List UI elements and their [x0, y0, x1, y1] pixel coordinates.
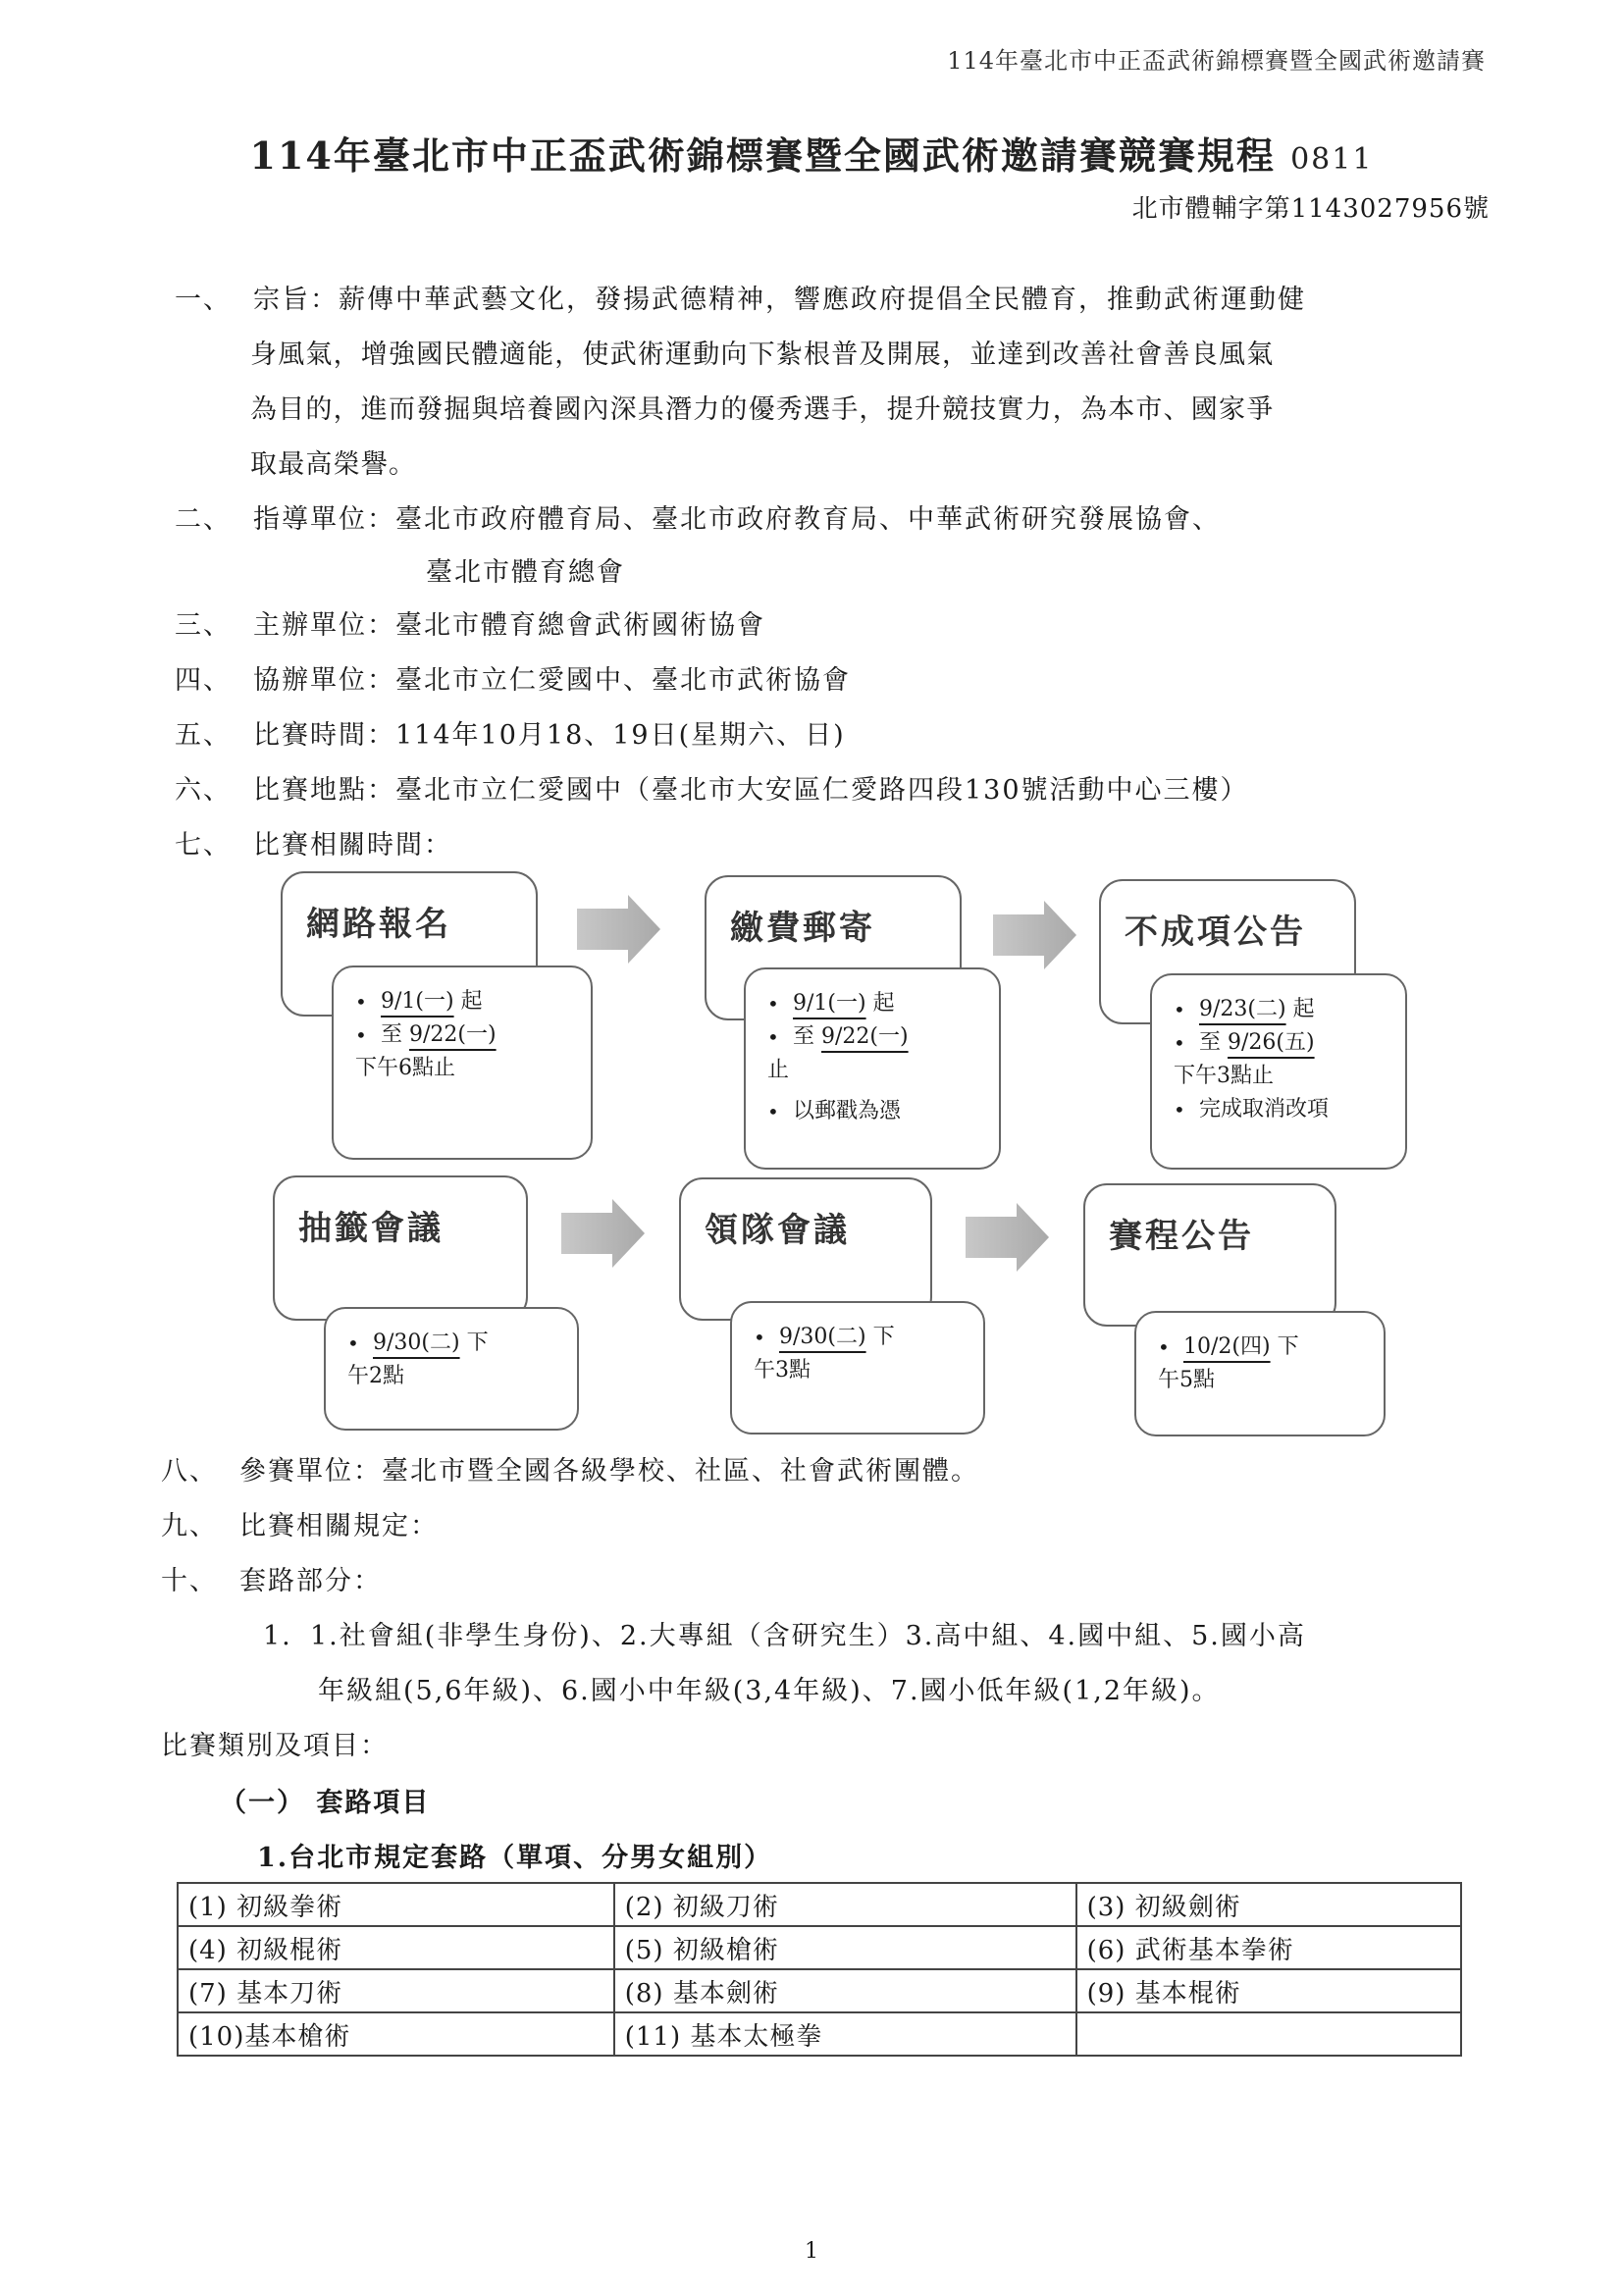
table-row	[178, 2012, 1461, 2056]
step-details	[744, 967, 1001, 1170]
detail-date: 9/30(二)	[779, 1325, 866, 1349]
section-number: 九、	[161, 1511, 218, 1541]
section-1-continuation	[250, 328, 1477, 493]
detail-continuation: 午3點	[754, 1358, 811, 1383]
detail-date: 9/22(一)	[821, 1024, 909, 1049]
step-details	[730, 1301, 985, 1435]
step-details	[324, 1307, 579, 1431]
page-number: 1	[805, 2239, 818, 2264]
section-6	[175, 763, 1249, 818]
arrow-right-icon	[993, 901, 1076, 969]
section-label: 指導單位：	[253, 504, 395, 535]
section-text: 臺北市暨全國各級學校、社區、社會武術團體。	[382, 1456, 979, 1487]
table-cell: (2) 初級刀術	[614, 1883, 1076, 1926]
detail-prefix: 至	[381, 1022, 403, 1047]
detail-date: 9/23(二)	[1199, 997, 1286, 1021]
text-line: 為目的，進而發掘與培養國內深具潛力的優秀選手，提升競技實力，為本市、國家爭	[250, 394, 1275, 425]
list-number: 1.	[263, 1621, 292, 1651]
detail-item	[767, 1020, 981, 1054]
arrow-right-icon	[561, 1199, 645, 1268]
section-text: 臺北市立仁愛國中（臺北市大安區仁愛路四段130號活動中心三樓）	[395, 775, 1249, 806]
section-label: 協辦單位：	[253, 665, 395, 696]
detail-date: 10/2(四)	[1183, 1334, 1271, 1359]
detail-item	[355, 985, 573, 1018]
step-title: 不成項公告	[1125, 913, 1306, 952]
section-text: 114年10月18、19日(星期六、日)	[395, 720, 846, 751]
detail-continuation: 午5點	[1158, 1368, 1215, 1392]
detail-suffix: 下	[872, 1325, 895, 1349]
document-number: 北市體輔字第1143027956號	[1131, 194, 1490, 224]
detail-suffix: 下	[466, 1331, 489, 1355]
detail-item	[355, 1018, 573, 1052]
running-header: 114年臺北市中正盃武術錦標賽暨全國武術邀請賽	[947, 47, 1486, 75]
detail-continuation: 下午6點止	[355, 1056, 455, 1080]
detail-item	[347, 1327, 559, 1360]
detail-date: 9/30(二)	[373, 1331, 460, 1355]
categories-label: 比賽類別及項目：	[161, 1731, 389, 1761]
section-7	[175, 818, 452, 873]
routine-items-table	[177, 1882, 1462, 2057]
section-2-continuation: 臺北市體育總會	[426, 557, 625, 588]
section-label: 主辦單位：	[253, 610, 395, 641]
section-2	[175, 493, 1221, 548]
detail-item	[754, 1321, 966, 1354]
table-cell: (10)基本槍術	[178, 2012, 614, 2056]
section-number: 四、	[175, 665, 232, 696]
section-9	[161, 1499, 439, 1554]
detail-date: 9/22(一)	[409, 1022, 497, 1047]
detail-item	[1158, 1331, 1366, 1364]
section-number: 六、	[175, 775, 232, 806]
step-title: 抽籤會議	[298, 1209, 444, 1248]
section-1	[175, 273, 1306, 328]
table-cell: (1) 初級拳術	[178, 1883, 614, 1926]
table-cell: (11) 基本太極拳	[614, 2012, 1076, 2056]
groups-line-2: 年級組(5,6年級)、6.國小中年級(3,4年級)、7.國小低年級(1,2年級)。	[318, 1676, 1221, 1706]
detail-suffix: 起	[872, 991, 895, 1016]
title-text: 114年臺北市中正盃武術錦標賽暨全國武術邀請賽競賽規程	[249, 133, 1276, 178]
section-3	[175, 599, 765, 653]
table-cell: (4) 初級棍術	[178, 1926, 614, 1969]
section-8	[161, 1444, 979, 1499]
section-text: 臺北市政府體育局、臺北市政府教育局、中華武術研究發展協會、	[395, 504, 1221, 535]
section-label: 比賽時間：	[253, 720, 395, 751]
arrow-right-icon	[577, 895, 660, 964]
detail-prefix: 至	[1199, 1030, 1222, 1055]
table-cell: (8) 基本劍術	[614, 1969, 1076, 2012]
detail-prefix: 至	[793, 1024, 815, 1049]
section-number: 二、	[175, 504, 232, 535]
version-label: 0811	[1290, 142, 1374, 177]
text-line: 取最高榮譽。	[250, 449, 417, 480]
section-number: 十、	[161, 1566, 218, 1596]
groups-text: 1.社會組(非學生身份)、2.大專組（含研究生）3.高中組、4.國中組、5.國小高	[310, 1621, 1306, 1651]
step-title: 網路報名	[306, 905, 451, 944]
section-text: 臺北市立仁愛國中、臺北市武術協會	[395, 665, 851, 696]
subsection-heading: （一） 套路項目	[220, 1788, 431, 1818]
section-label: 套路部分：	[239, 1566, 382, 1596]
table-title: 1.台北市規定套路（單項、分男女組別）	[257, 1843, 773, 1873]
detail-item	[767, 987, 981, 1020]
groups-line-1	[263, 1609, 1306, 1664]
section-label: 宗旨：	[253, 285, 339, 315]
table-cell: (6) 武術基本拳術	[1076, 1926, 1461, 1969]
detail-item	[1174, 1026, 1387, 1060]
section-text: 臺北市體育總會武術國術協會	[395, 610, 765, 641]
table-cell: (9) 基本棍術	[1076, 1969, 1461, 2012]
table-cell: (3) 初級劍術	[1076, 1883, 1461, 1926]
step-title: 繳費郵寄	[730, 909, 875, 948]
detail-date: 9/26(五)	[1228, 1030, 1315, 1055]
section-4	[175, 653, 851, 708]
step-details	[1134, 1311, 1386, 1436]
table-row	[178, 1926, 1461, 1969]
detail-item: • 完成取消改項	[1174, 1093, 1387, 1126]
section-number: 五、	[175, 720, 232, 751]
step-details	[1150, 973, 1407, 1170]
detail-suffix: 下	[1277, 1334, 1299, 1359]
section-number: 七、	[175, 830, 232, 861]
section-label: 參賽單位：	[239, 1456, 382, 1487]
detail-date: 9/1(一)	[381, 989, 454, 1014]
timeline-step-draw-meeting	[273, 1175, 528, 1321]
section-text: 薪傳中華武藝文化，發揚武德精神，響應政府提倡全民體育，推動武術運動健	[339, 285, 1306, 315]
section-number: 三、	[175, 610, 232, 641]
detail-continuation: 下午3點止	[1174, 1064, 1274, 1088]
step-title: 賽程公告	[1109, 1217, 1254, 1256]
detail-suffix: 起	[460, 989, 483, 1014]
table-row	[178, 1969, 1461, 2012]
text-line: 身風氣，增強國民體適能，使武術運動向下紮根普及開展，並達到改善社會善良風氣	[250, 339, 1275, 370]
detail-item	[1174, 993, 1387, 1026]
detail-continuation: 午2點	[347, 1364, 404, 1388]
table-cell: (7) 基本刀術	[178, 1969, 614, 2012]
detail-continuation: 止	[767, 1058, 790, 1082]
section-label: 比賽相關規定：	[239, 1511, 439, 1541]
section-label: 比賽地點：	[253, 775, 395, 806]
table-cell: (5) 初級槍術	[614, 1926, 1076, 1969]
section-number: 一、	[175, 285, 232, 315]
section-number: 八、	[161, 1456, 218, 1487]
document-title	[0, 126, 1623, 180]
step-details	[332, 965, 593, 1160]
timeline-step-team-leader-meeting	[679, 1177, 932, 1321]
table-cell	[1076, 2012, 1461, 2056]
step-title: 領隊會議	[705, 1211, 850, 1250]
detail-item: • 以郵戳為憑	[767, 1095, 981, 1128]
section-5	[175, 708, 846, 763]
section-label: 比賽相關時間：	[253, 830, 452, 861]
detail-suffix: 起	[1292, 997, 1315, 1021]
arrow-right-icon	[966, 1203, 1049, 1272]
section-10	[161, 1554, 382, 1609]
timeline-step-schedule-announcement	[1083, 1183, 1336, 1327]
table-row	[178, 1883, 1461, 1926]
detail-date: 9/1(一)	[793, 991, 866, 1016]
